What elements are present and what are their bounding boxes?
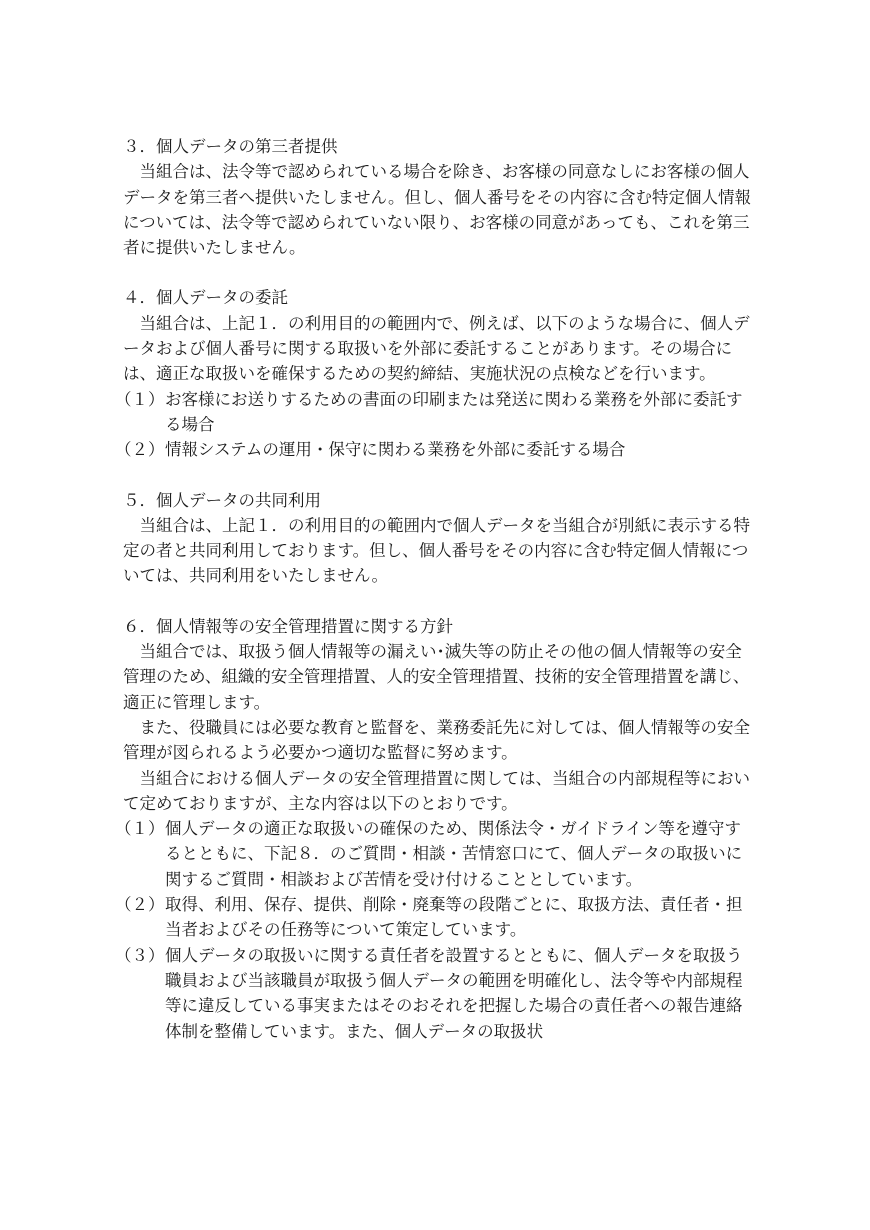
list-item-text: 情報システムの運用・保守に関わる業務を外部に委託する場合 [165, 440, 626, 460]
list-item-number: （３） [115, 945, 165, 965]
section-heading: ５．個人データの共同利用 [123, 490, 321, 510]
section-heading: ３．個人データの第三者提供 [123, 137, 338, 156]
section-heading: ６．個人情報等の安全管理措置に関する方針 [123, 616, 453, 636]
paragraph: 当組合は、法令等で認められている場合を除き、お客様の同意なしにお客様の個人データを第三者へ提供いたしません。但し、個人番号をその内容に含む特定個人情報については、法令等で認められていない限り、お客様の同意があっても、これを第三者に提供いたしません。 [123, 162, 751, 258]
list-item-number: （１） [115, 389, 165, 409]
section-heading: ４．個人データの委託 [123, 288, 288, 308]
section-third-party-provision [123, 134, 753, 260]
paragraph: 当組合における個人データの安全管理措置に関しては、当組合の内部規程等において定めておりますが、主な内容は以下のとおりです。 [123, 768, 750, 813]
list-item-text: お客様にお送りするための書面の印刷または発送に関わる業務を外部に委託する場合 [165, 389, 743, 434]
section-security-management [115, 614, 753, 1044]
list-item-number: （２） [115, 440, 165, 460]
section-outsourcing [115, 285, 753, 462]
list-item [115, 892, 753, 943]
paragraph: 当組合は、上記１．の利用目的の範囲内で個人データを当組合が別紙に表示する特定の者と共同利用しております。但し、個人番号をその内容に含む特定個人情報については、共同利用をいたしません。 [123, 515, 750, 586]
list-item [115, 437, 753, 462]
list-item-text: 取得、利用、保存、提供、削除・廃棄等の段階ごとに、取扱方法、責任者・担当者およびその任務等について策定しています。 [165, 895, 743, 940]
paragraph: また、役職員には必要な教育と監督を、業務委託先に対しては、個人情報等の安全管理が図られるよう必要かつ適切な監督に努めます。 [123, 717, 750, 763]
section-joint-use [123, 488, 753, 589]
paragraph: 当組合は、上記１．の利用目的の範囲内で、例えば、以下のような場合に、個人データおよび個人番号に関する取扱いを外部に委託することがあります。その場合には、適正な取扱いを確保するための契約締結、実施状況の点検などを行います。 [123, 313, 750, 384]
list-item-text: 個人データの取扱いに関する責任者を設置するとともに、個人データを取扱う職員および当該職員が取扱う個人データの範囲を明確化し、法令等や内部規程等に違反している事実またはそのおそれを把握した場合の責任者への報告連絡体制を整備しています。また、個人データの取扱状 [165, 945, 743, 1041]
list-item-text: 個人データの適正な取扱いの確保のため、関係法令・ガイドライン等を遵守するとともに、下記８．のご質問・相談・苦情窓口にて、個人データの取扱いに関するご質問・相談および苦情を受け付けることとしています。 [165, 819, 743, 889]
list-item-number: （１） [115, 819, 165, 839]
list-item [115, 387, 753, 438]
paragraph: 当組合では、取扱う個人情報等の漏えい･滅失等の防止その他の個人情報等の安全管理のため、組織的安全管理措置、人的安全管理措置、技術的安全管理措置を講じ、適正に管理します。 [123, 642, 750, 712]
list-item [115, 816, 753, 892]
list-item-number: （２） [115, 895, 165, 915]
document-page [115, 134, 753, 1069]
list-item [115, 943, 753, 1044]
